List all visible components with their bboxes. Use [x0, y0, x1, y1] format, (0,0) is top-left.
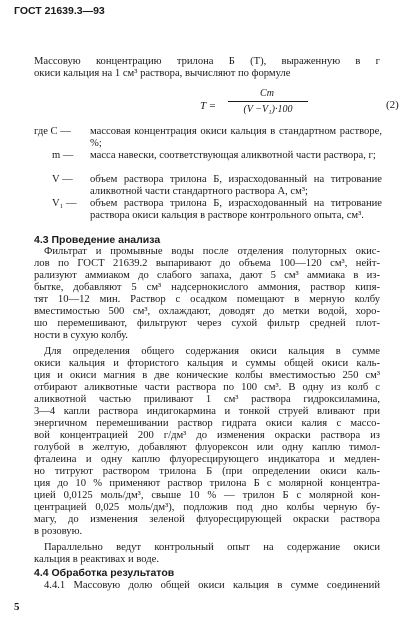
paragraph-line: ция и окиси магния в две конические колбы вместимостью 250 см³ — [34, 370, 380, 381]
standard-header: ГОСТ 21639.3—93 — [14, 5, 105, 17]
paragraph-line: отбирают аликвотные части раствора по 100 см³. В одну из колб с — [34, 382, 380, 393]
paragraph-line: фталеина и одну каплю флуоресцирующего индикатора и медлен- — [34, 454, 380, 465]
paragraph-line: тят 10—12 мин. Раствор с осадком помещают в мерную колбу — [34, 294, 380, 305]
paragraph-line: ности в сухую колбу. — [34, 330, 129, 341]
page-number: 5 — [14, 601, 20, 613]
paragraph-line: Для определения общего содержания окиси кальция в сумме — [44, 346, 380, 357]
formula-lhs: T = — [200, 100, 217, 112]
paragraph-line: рализуют аммиаком до слабого запаха, дают 5 см³ аммиака в из- — [34, 270, 380, 281]
paragraph-line: кальция в реактивах и воде. — [34, 554, 160, 565]
definition-symbol: m — — [52, 150, 74, 161]
paragraph-line: Фильтрат и промывные воды после отделения полуторных окис- — [44, 246, 380, 257]
paragraph-line: центрацией 0,025 моль/дм³), подложив под дно колбы черную бу- — [34, 502, 380, 513]
paragraph-line: 3—4 капли раствора индигокармина и тонкой струей вливают при — [34, 406, 380, 417]
definition-symbol: V₁ — — [52, 198, 77, 209]
paragraph-line: голубой в желтую, добавляют флуорексон или одну каплю тимол- — [34, 442, 380, 453]
paragraph-line: но титруют раствором трилона Б (при определении окиси каль- — [34, 466, 380, 477]
definition-text: масса навески, соответствующая аликвотной части раствора, г; — [90, 150, 376, 161]
definition-text: массовая концентрация окиси кальция в стандартном растворе, %; — [90, 126, 382, 149]
paragraph-line: вместимостью 500 см³, охлаждают, доводят до метки водой, хоро- — [34, 306, 380, 317]
paragraph-line: аликвотной частью приливают 1 см³ раствора гидроксиламина, — [34, 394, 380, 405]
paragraph-line: шо перемешивают, фильтруют через сухой фильтр средней плот- — [34, 318, 380, 329]
intro-line: Массовую концентрацию трилона Б (T), выраженную в г — [34, 56, 380, 67]
definition-text: объем раствора трилона Б, израсходованный на титрование раствора окиси кальция в растворе контрольного опыта, см³. — [90, 198, 382, 221]
paragraph-line: 4.4.1 Массовую долю общей окиси кальция в сумме соединений — [44, 580, 380, 591]
formula-2 — [0, 88, 414, 122]
section-title-4-3: 4.3 Проведение анализа — [34, 234, 161, 246]
paragraph-line: бытке, добавляют 5 см³ надсернокислого аммония, раствор кипя- — [34, 282, 380, 293]
formula-number: (2) — [386, 99, 399, 111]
paragraph-line: лов по ГОСТ 21639.2 выпаривают до объема 100—120 см³, нейт- — [34, 258, 380, 269]
formula-numerator: Cm — [260, 88, 274, 99]
paragraph-line: окиси кальция и фтористого кальция и суммы общей окиси каль- — [34, 358, 380, 369]
paragraph-line: в розовую. — [34, 526, 83, 537]
section-title-4-4: 4.4 Обработка результатов — [34, 567, 175, 579]
paragraph-line: Параллельно ведут контрольный опыт на содержание окиси — [44, 542, 380, 553]
definition-symbol: V — — [52, 174, 73, 185]
fraction-bar — [228, 101, 308, 102]
paragraph-line: вой концентрацией 200 г/дм³ до изменения окраски раствора из — [34, 430, 380, 441]
paragraph-line: цией 0,0125 моль/дм³, свыше 10 % — трилон Б с молярной кон- — [34, 490, 380, 501]
paragraph-line: энергичном перемешивании раствор гидрата окиси калия с массо- — [34, 418, 380, 429]
definition-symbol: где C — — [34, 126, 71, 137]
paragraph-line: магу, до изменения зеленой флуоресцирующей окраски раствора — [34, 514, 380, 525]
formula-denominator: (V −V₁)·100 — [243, 104, 293, 115]
paragraph-line: ция до 10 % применяют раствор трилона Б с молярной концентра- — [34, 478, 380, 489]
intro-line: окиси кальция на 1 см³ раствора, вычисляют по формуле — [34, 68, 291, 79]
definition-text: объем раствора трилона Б, израсходованный на титрование аликвотной части стандартного раствора А, см³; — [90, 174, 382, 197]
